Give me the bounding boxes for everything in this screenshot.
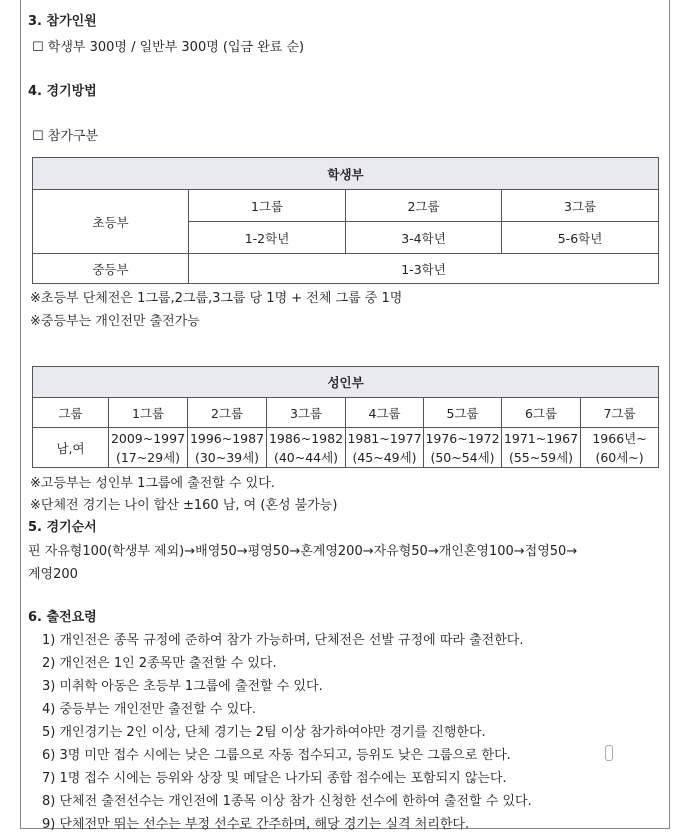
entry-rule-item: 3) 미취학 아동은 초등부 1그룹에 출전할 수 있다. [42, 679, 323, 694]
birth-year-range: 1996~1987 [189, 430, 265, 446]
birth-year-range: 2009~1997 [110, 430, 186, 446]
paper-clip-icon [605, 745, 613, 761]
adult-division-table [32, 366, 659, 468]
middle-school-label: 중등부 [33, 254, 189, 284]
student-note: ※중등부는 개인전만 출전가능 [30, 314, 200, 329]
section-5-heading: 5. 경기순서 [28, 520, 97, 535]
age-range: (50~54세) [430, 449, 495, 465]
middle-school-grade: 1-3학년 [189, 254, 659, 284]
entry-rule-item: 5) 개인경기는 2인 이상, 단체 경기는 2팀 이상 참가하여야만 경기를 진행한다. [42, 725, 486, 740]
adult-age-cell [424, 428, 502, 468]
student-grade-cell: 5-6학년 [502, 222, 659, 254]
birth-year-range: 1981~1977 [347, 430, 422, 446]
adult-age-cell [581, 428, 659, 468]
birth-year-range: 1986~1982 [268, 430, 344, 446]
adult-group-cell: 3그룹 [267, 398, 346, 428]
adult-note: ※고등부는 성인부 1그룹에 출전할 수 있다. [30, 476, 275, 491]
participation-division-line: ☐ 참가구분 [32, 129, 99, 144]
section-3-heading: 3. 참가인원 [28, 14, 97, 29]
adult-group-cell: 6그룹 [502, 398, 581, 428]
adult-group-header: 그룹 [33, 398, 109, 428]
student-group-cell: 3그룹 [502, 190, 659, 222]
age-range: (60세~) [595, 449, 644, 465]
age-range: (17~29세) [115, 449, 181, 465]
entry-rule-item: 8) 단체전 출전선수는 개인전에 1종목 이상 참가 신청한 선수에 한하여 출전할 수 있다. [42, 794, 532, 809]
birth-year-range: 1966년~ [592, 430, 647, 446]
student-grade-cell: 1-2학년 [189, 222, 346, 254]
adult-age-cell [267, 428, 346, 468]
adult-age-cell [109, 428, 188, 468]
birth-year-range: 1976~1972 [425, 430, 500, 446]
student-note: ※초등부 단체전은 1그룹,2그룹,3그룹 당 1명 + 전체 그룹 중 1명 [30, 291, 403, 306]
entry-rule-item: 6) 3명 미만 접수 시에는 낮은 그룹으로 자동 접수되고, 등위도 낮은 그룹으로 한다. [42, 748, 511, 763]
entry-rule-item: 9) 단체전만 뛰는 선수는 부정 선수로 간주하며, 해당 경기는 실격 처리한다. [42, 817, 470, 832]
participants-line: ☐ 학생부 300명 / 일반부 300명 (입금 완료 순) [32, 40, 305, 55]
adult-age-cell [188, 428, 267, 468]
adult-note: ※단체전 경기는 나이 합산 ±160 남, 여 (혼성 불가능) [30, 498, 338, 513]
adult-group-cell: 2그룹 [188, 398, 267, 428]
adult-age-cell [346, 428, 424, 468]
event-order-line: 핀 자유형100(학생부 제외)→배영50→평영50→혼계영200→자유형50→개인혼영100→접영50→ [28, 544, 578, 559]
student-table-title: 학생부 [33, 158, 659, 190]
event-order-line: 계영200 [28, 567, 78, 582]
adult-gender-label: 남,여 [33, 428, 109, 468]
elementary-label: 초등부 [33, 190, 189, 254]
adult-group-cell: 7그룹 [581, 398, 659, 428]
entry-rule-item: 7) 1명 접수 시에는 등위와 상장 및 메달은 나가되 종합 점수에는 포함되지 않는다. [42, 771, 507, 786]
age-range: (40~44세) [273, 449, 339, 465]
birth-year-range: 1971~1967 [503, 430, 579, 446]
adult-group-cell: 4그룹 [346, 398, 424, 428]
adult-table-title: 성인부 [33, 367, 659, 398]
adult-group-cell: 1그룹 [109, 398, 188, 428]
entry-rule-item: 4) 중등부는 개인전만 출전할 수 있다. [42, 702, 256, 717]
student-division-table [32, 157, 659, 284]
adult-group-cell: 5그룹 [424, 398, 502, 428]
entry-rule-item: 2) 개인전은 1인 2종목만 출전할 수 있다. [42, 656, 277, 671]
age-range: (30~39세) [194, 449, 260, 465]
age-range: (45~49세) [352, 449, 417, 465]
section-4-heading: 4. 경기방법 [28, 84, 97, 99]
student-group-cell: 1그룹 [189, 190, 346, 222]
section-6-heading: 6. 출전요령 [28, 610, 97, 625]
adult-age-cell [502, 428, 581, 468]
age-range: (55~59세) [508, 449, 574, 465]
student-grade-cell: 3-4학년 [346, 222, 502, 254]
student-group-cell: 2그룹 [346, 190, 502, 222]
entry-rule-item: 1) 개인전은 종목 규정에 준하여 참가 가능하며, 단체전은 선발 규정에 따라 출전한다. [42, 633, 524, 648]
